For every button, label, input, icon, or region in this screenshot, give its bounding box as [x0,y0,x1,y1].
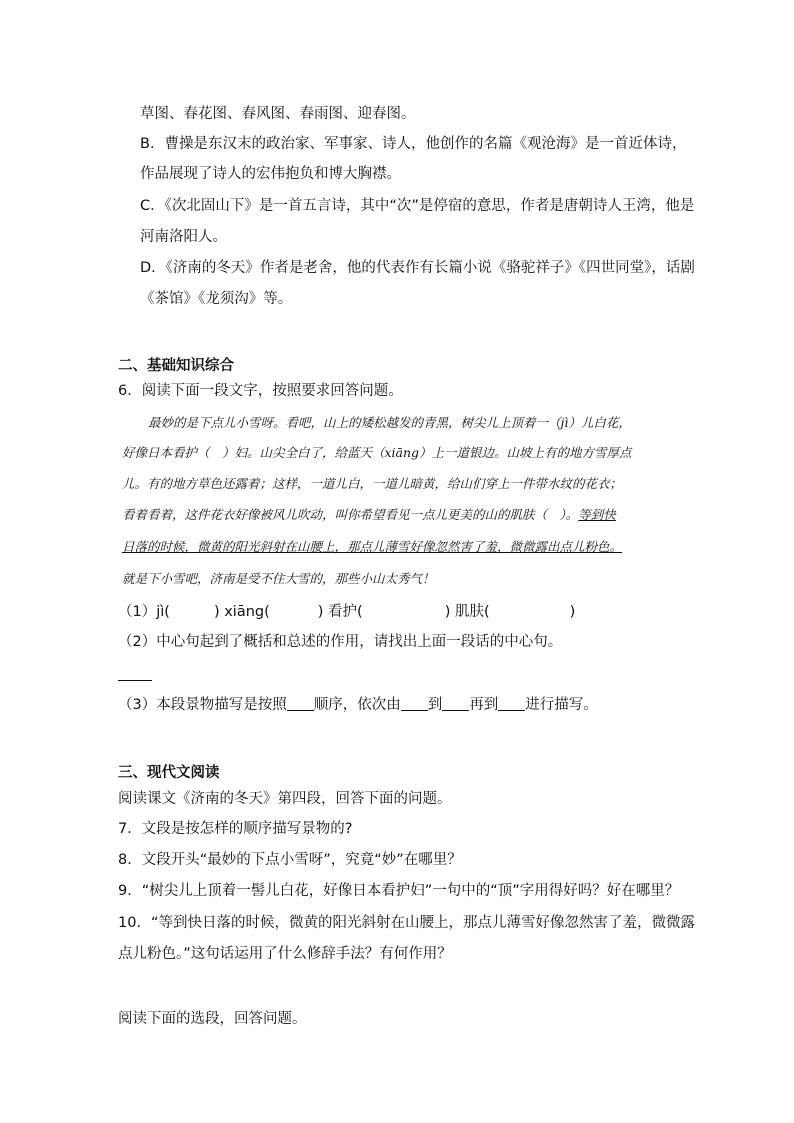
question-10-line-2: 点儿粉色。”这句话运用了什么修辞手法？有何作用？ [118,946,452,962]
q6-1-xiang-label: ) xiāng( [213,604,270,620]
q6-1-jii-label: （1）jì( [118,604,170,620]
passage-line-3: 儿。有的地方草色还露着；这样，一道儿白，一道儿暗黄，给山们穿上一件带水纹的花衣； [122,476,623,491]
option-d-line-1: D．《济南的冬天》作者是老舍，他的代表作有长篇小说《骆驼祥子》《四世同堂》，话剧 [140,260,695,276]
passage-line-4-underlined: 等到快 [578,507,616,522]
q6-3-part-2: 顺序，依次由 [313,697,401,713]
section-3-heading: 三、现代文阅读 [118,765,220,781]
passage-line-6: 就是下小雪吧，济南是受不住大雪的，那些小山太秀气！ [122,571,435,586]
option-b-line-1: B．曹操是东汉末的政治家、军事家、诗人，他创作的名篇《观沧海》是一首近体诗， [140,136,687,152]
q6-1-close-paren: ) [569,604,576,620]
q6-3-part-1: （3）本段景物描写是按照 [118,697,287,713]
q6-3-part-5: 进行描写。 [525,697,598,713]
question-8: 8．文段开头“最妙的下点小雪呀”，究竟“妙”在哪里？ [118,852,462,868]
option-a-continuation: 草图、春花图、春风图、春雨图、迎春图。 [140,106,416,122]
blank-from [401,696,428,711]
section-3-intro: 阅读课文《济南的冬天》第四段，回答下面的问题。 [118,791,452,807]
question-7: 7．文段是按怎样的顺序描写景物的? [118,821,353,837]
blank-order [287,696,314,711]
option-d-line-2: 《茶馆》《龙须沟》等。 [140,291,293,307]
answer-line [118,680,152,681]
blank-then [498,696,525,711]
question-6-stem: 6．阅读下面一段文字，按照要求回答问题。 [118,383,403,399]
q6-1-jifu-label: ) 肌肤( [444,604,490,620]
question-10-line-1: 10．“等到快日落的时候，微黄的阳光斜射在山腰上，那点儿薄雪好像忽然害了羞，微微露 [118,915,695,931]
question-6-3 [118,694,598,716]
passage-line-2: 好像日本看护（ ）妇。山尖全白了，给蓝天（xiāng）上一道银边。山坡上有的地方雪厚点 [122,445,632,460]
option-c-line-1: C．《次北固山下》是一首五言诗，其中“次”是停宿的意思，作者是唐朝诗人王湾，他是 [140,198,695,214]
blank-to [442,696,469,711]
passage-line-5-underlined: 日落的时候，微黄的阳光斜射在山腰上，那点儿薄雪好像忽然害了羞，微微露出点儿粉色。 [122,539,623,554]
question-6-2: （2）中心句起到了概括和总述的作用，请找出上面一段话的中心句。 [118,634,563,650]
option-c-line-2: 河南洛阳人。 [140,229,227,245]
q6-3-part-3: 到 [427,697,443,713]
option-b-line-2: 作品展现了诗人的宏伟抱负和博大胸襟。 [140,166,401,182]
next-reading-intro: 阅读下面的选段，回答问题。 [118,1011,307,1027]
q6-3-part-4: 再到 [469,697,499,713]
passage-line-4-text: 看着看着，这件花衣好像被风儿吹动，叫你希望看见一点儿更美的山的肌肤（ ）。 [122,507,579,522]
question-9: 9．“树尖儿上顶着一髻儿白花，好像日本看护妇”一句中的“顶”字用得好吗？好在哪里？ [118,883,680,899]
passage-line-1: 最妙的是下点儿小雪呀。看吧，山上的矮松越发的青黑，树尖儿上顶着一（jì）儿白花， [148,415,631,430]
q6-1-kanhu-label: ) 看护( [317,604,363,620]
section-2-heading: 二、基础知识综合 [118,358,234,374]
passage-line-4 [122,505,616,525]
question-6-1 [118,601,575,623]
